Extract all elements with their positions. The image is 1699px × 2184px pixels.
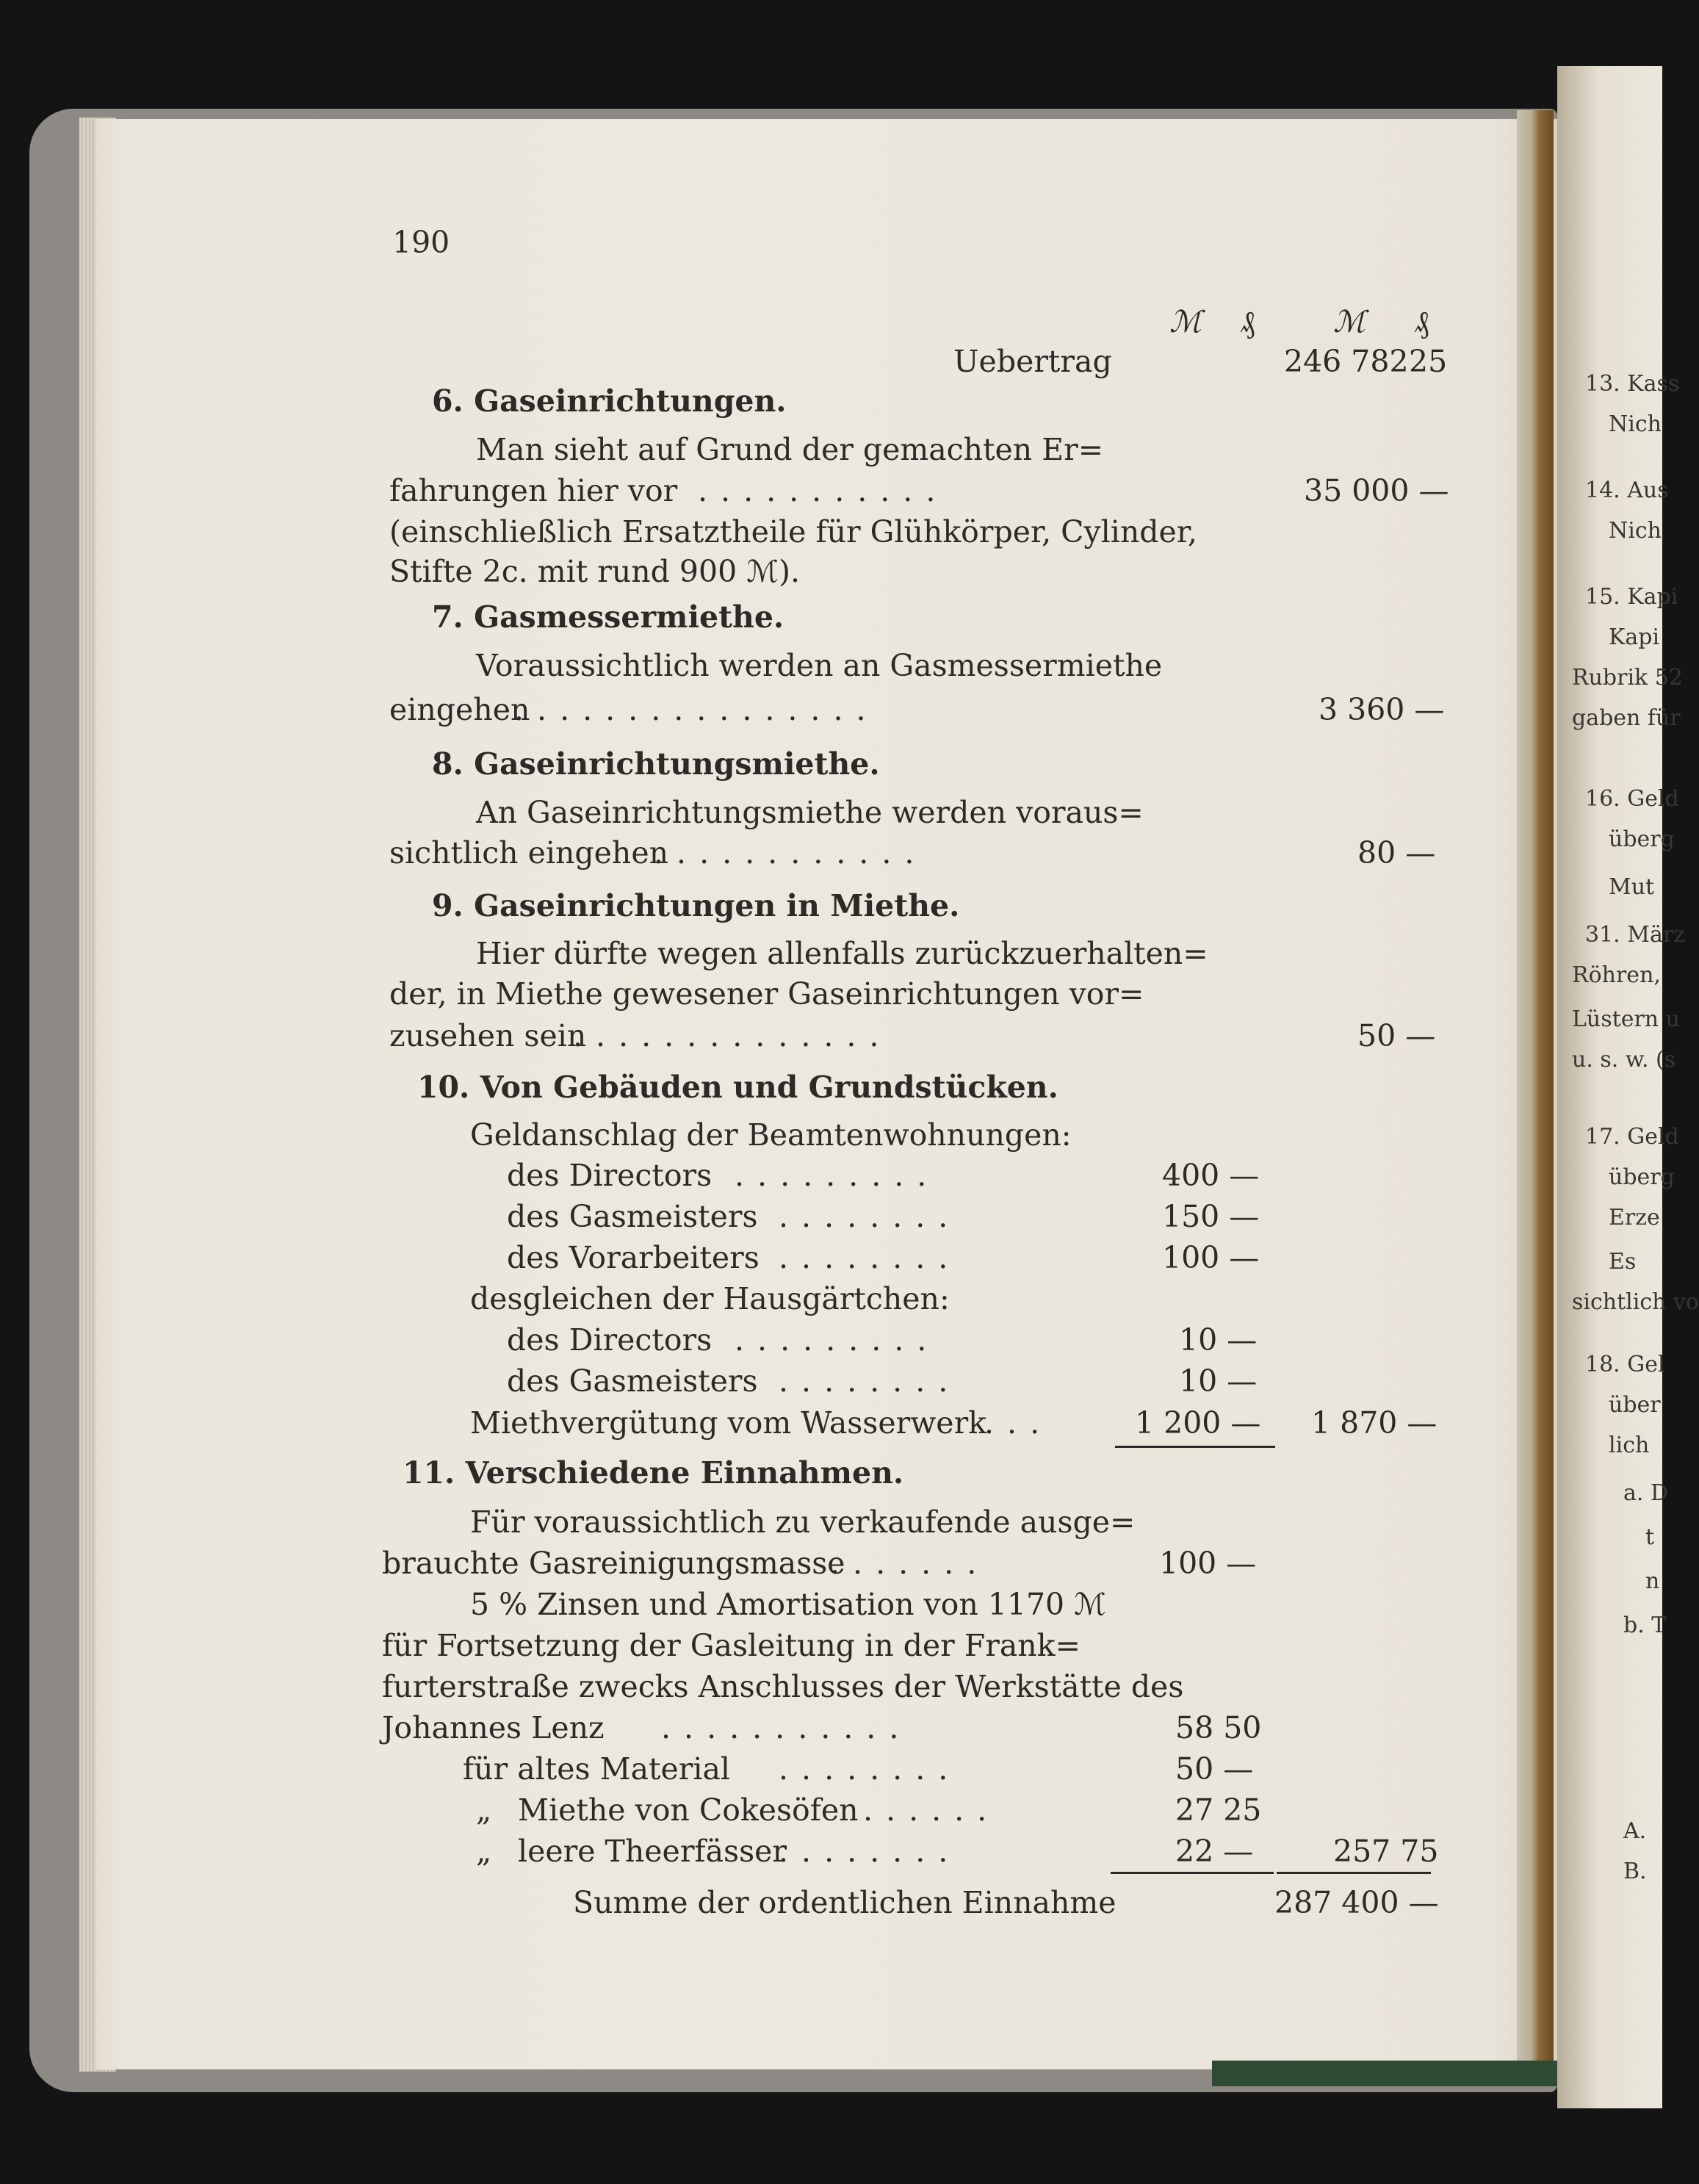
summe-label: Summe der ordentlichen Einnahme bbox=[573, 1885, 1117, 1920]
row-label: des Vorarbeiters bbox=[507, 1240, 760, 1275]
facing-line: überg bbox=[1609, 1164, 1675, 1190]
leader-dots: ......... bbox=[735, 1158, 940, 1193]
leader-dots: ........... bbox=[698, 473, 949, 508]
section-6-heading: 6. Gaseinrichtungen. bbox=[432, 383, 787, 419]
facing-line: u. s. w. (s bbox=[1572, 1047, 1676, 1073]
summe-value: 287 400 — bbox=[1274, 1885, 1439, 1920]
facing-line: Rubrik 52 bbox=[1572, 665, 1683, 691]
facing-line: 15. Kapi bbox=[1585, 584, 1678, 610]
uebertrag-pf: 25 bbox=[1409, 344, 1448, 379]
facing-line: Nich bbox=[1609, 518, 1662, 544]
text-line: zusehen sein bbox=[389, 1018, 587, 1053]
facing-line: sichtlich vo bbox=[1572, 1289, 1699, 1315]
value: 10 — bbox=[1179, 1322, 1258, 1358]
facing-line: lich bbox=[1609, 1432, 1650, 1458]
leader-dots: ......... bbox=[735, 1322, 940, 1358]
leader-dots: ........... bbox=[661, 1710, 912, 1745]
text-line: Stifte 2c. mit rund 900 ℳ). bbox=[389, 554, 801, 589]
facing-line: Lüstern u bbox=[1572, 1006, 1680, 1032]
text-line: Hier dürfte wegen allenfalls zurückzuerhalten= bbox=[476, 936, 1208, 971]
facing-line: Es bbox=[1609, 1249, 1637, 1275]
section-9-heading: 9. Gaseinrichtungen in Miethe. bbox=[432, 888, 960, 923]
facing-line: n bbox=[1645, 1568, 1660, 1594]
sum-rule bbox=[1277, 1872, 1431, 1874]
facing-line: Röhren, bbox=[1572, 962, 1661, 988]
leader-dots: ....... bbox=[830, 1546, 990, 1581]
uebertrag-mark: 246 782 bbox=[1284, 344, 1409, 379]
leader-dots: ...... bbox=[863, 1792, 1000, 1828]
text-line: Voraussichtlich werden an Gasmessermiethe bbox=[476, 648, 1163, 683]
facing-line: Erze bbox=[1609, 1205, 1660, 1230]
facing-line: 17. Geld bbox=[1585, 1124, 1679, 1150]
section-11-heading: 11. Verschiedene Einnahmen. bbox=[403, 1455, 904, 1491]
section-7-heading: 7. Gasmessermiethe. bbox=[432, 599, 784, 635]
text-line: Geldanschlag der Beamtenwohnungen: bbox=[470, 1117, 1072, 1153]
facing-line: B. bbox=[1623, 1859, 1647, 1884]
text-line: furterstraße zwecks Anschlusses der Werkstätte des bbox=[382, 1669, 1184, 1704]
leader-dots: ........ bbox=[779, 1834, 962, 1869]
value: 35 000 — bbox=[1304, 473, 1449, 508]
facing-line: 13. Kass bbox=[1585, 371, 1680, 397]
value: 1 200 — bbox=[1135, 1405, 1261, 1441]
text-line: eingehen bbox=[389, 692, 530, 727]
row-label: Miethvergütung vom Wasserwerk bbox=[470, 1405, 987, 1441]
col-header-mark1: ℳ bbox=[1169, 304, 1202, 339]
text-line: für Fortsetzung der Gasleitung in der Frank= bbox=[382, 1628, 1081, 1663]
value: 58 50 bbox=[1175, 1710, 1262, 1745]
facing-line: a. D bbox=[1623, 1480, 1669, 1506]
facing-line: b. T bbox=[1623, 1612, 1667, 1638]
facing-page bbox=[1557, 66, 1699, 2108]
total: 257 75 bbox=[1333, 1834, 1439, 1869]
facing-line: über bbox=[1609, 1392, 1661, 1418]
leader-dots: ........ bbox=[779, 1363, 962, 1399]
book-gutter bbox=[1517, 110, 1554, 2086]
facing-line: Nich bbox=[1609, 411, 1662, 437]
value: 100 — bbox=[1159, 1546, 1257, 1581]
value: 50 — bbox=[1357, 1018, 1436, 1053]
total: 1 870 — bbox=[1311, 1405, 1438, 1441]
col-header-mark2: ℳ bbox=[1333, 304, 1366, 339]
row-label: des Gasmeisters bbox=[507, 1199, 758, 1234]
leader-dots: ........ bbox=[779, 1199, 962, 1234]
value: 100 — bbox=[1162, 1240, 1260, 1275]
facing-line: 16. Geld bbox=[1585, 786, 1679, 812]
sum-rule bbox=[1111, 1872, 1274, 1874]
text-line: sichtlich eingehen bbox=[389, 835, 668, 871]
row-label: Miethe von Cokesöfen bbox=[518, 1792, 859, 1828]
col-header-pf1: ₰ bbox=[1240, 304, 1255, 339]
leader-dots: ........ bbox=[779, 1751, 962, 1787]
facing-line: 31. März bbox=[1585, 922, 1685, 948]
facing-line: überg bbox=[1609, 826, 1675, 852]
facing-line: t bbox=[1645, 1524, 1655, 1550]
row-label: des Directors bbox=[507, 1158, 713, 1193]
text-line: der, in Miethe gewesener Gaseinrichtungen vor= bbox=[389, 976, 1144, 1012]
leader-dots: ............ bbox=[654, 835, 928, 871]
ditto-mark: „ bbox=[476, 1792, 492, 1828]
value: 10 — bbox=[1179, 1363, 1258, 1399]
value: 400 — bbox=[1162, 1158, 1260, 1193]
text-line: 5 % Zinsen und Amortisation von 1170 ℳ bbox=[470, 1587, 1107, 1622]
row-label: leere Theerfässer bbox=[518, 1834, 787, 1869]
section-10-heading: 10. Von Gebäuden und Grundstücken. bbox=[417, 1070, 1058, 1105]
facing-line: gaben für bbox=[1572, 705, 1681, 731]
ditto-mark: „ bbox=[476, 1834, 492, 1869]
book-spine-cloth bbox=[1212, 2061, 1557, 2086]
text-line: (einschließlich Ersatztheile für Glühkörper, Cylinder, bbox=[389, 514, 1197, 549]
text-line: Für voraussichtlich zu verkaufende ausge= bbox=[470, 1504, 1136, 1540]
page-number: 190 bbox=[392, 225, 450, 260]
uebertrag-label: Uebertrag bbox=[953, 344, 1112, 379]
text-line: An Gaseinrichtungsmiethe werden voraus= bbox=[476, 795, 1144, 830]
text-line: Johannes Lenz bbox=[382, 1710, 605, 1745]
value: 80 — bbox=[1357, 835, 1436, 871]
facing-line: 14. Aus bbox=[1585, 477, 1669, 503]
text-line: brauchte Gasreinigungsmasse bbox=[382, 1546, 845, 1581]
text-line: desgleichen der Hausgärtchen: bbox=[470, 1281, 950, 1316]
facing-line: Kapi bbox=[1609, 624, 1660, 650]
value: 3 360 — bbox=[1319, 692, 1445, 727]
leader-dots: ... bbox=[984, 1405, 1053, 1441]
value: 50 — bbox=[1175, 1751, 1254, 1787]
leader-dots: .............. bbox=[573, 1018, 892, 1053]
row-label: für altes Material bbox=[463, 1751, 731, 1787]
text-line: Man sieht auf Grund der gemachten Er= bbox=[476, 432, 1104, 467]
facing-line: A. bbox=[1623, 1818, 1647, 1844]
facing-line: Mut bbox=[1609, 874, 1655, 900]
value: 150 — bbox=[1162, 1199, 1260, 1234]
row-label: des Directors bbox=[507, 1322, 713, 1358]
row-label: des Gasmeisters bbox=[507, 1363, 758, 1399]
section-8-heading: 8. Gaseinrichtungsmiethe. bbox=[432, 746, 880, 782]
facing-line: 18. Gel bbox=[1585, 1352, 1665, 1377]
text-line: fahrungen hier vor bbox=[389, 473, 678, 508]
leader-dots: ................ bbox=[514, 692, 879, 727]
sum-rule bbox=[1115, 1446, 1275, 1448]
col-header-pf2: ₰ bbox=[1414, 304, 1429, 339]
leader-dots: ........ bbox=[779, 1240, 962, 1275]
value: 27 25 bbox=[1175, 1792, 1262, 1828]
value: 22 — bbox=[1175, 1834, 1254, 1869]
